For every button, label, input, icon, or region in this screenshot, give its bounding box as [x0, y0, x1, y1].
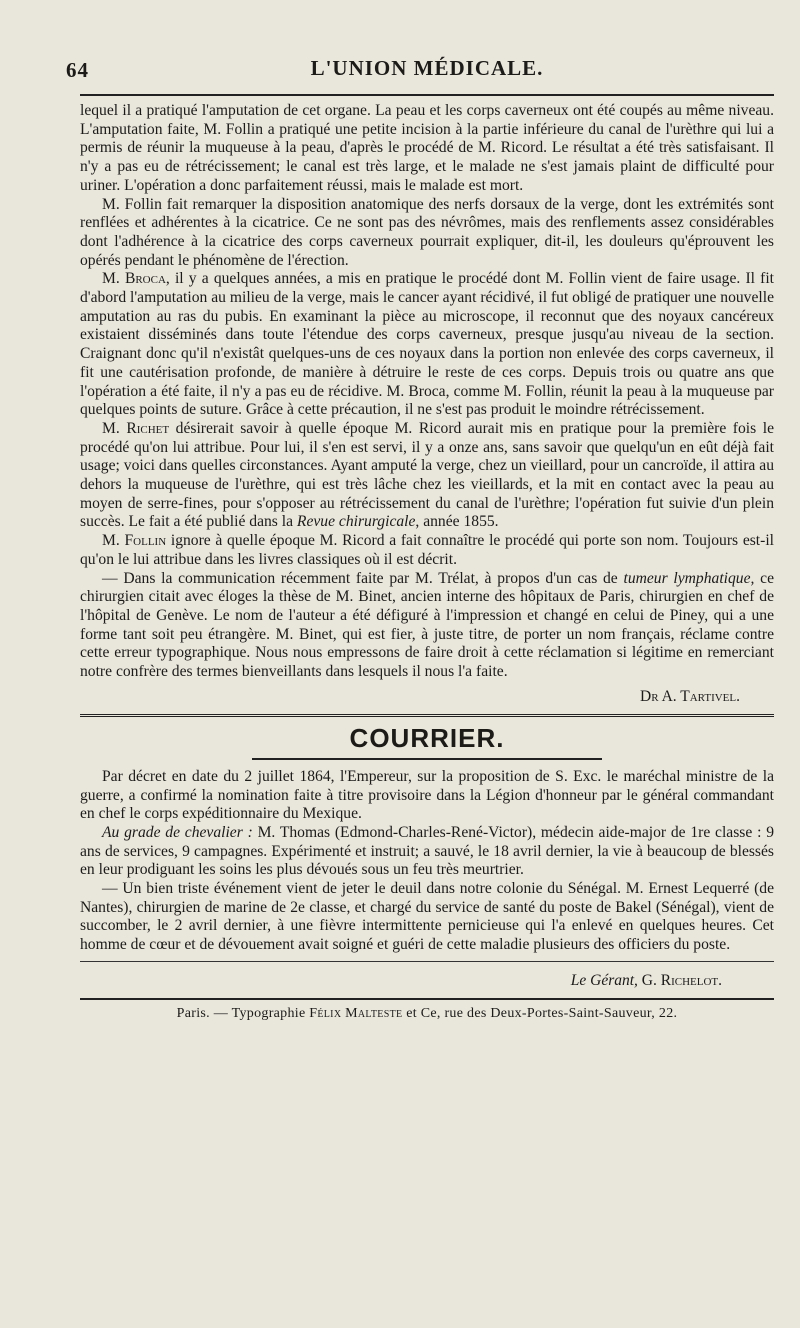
section-divider — [80, 714, 774, 717]
speaker-broca: Broca — [124, 270, 166, 288]
follin-text: ignore à quelle époque M. Ricord a fait connaître le procédé qui porte son nom. Toujours est-il qu'on le lui attribue dans les livres classiques où il est décrit. — [80, 532, 775, 568]
paragraph-chevalier — [80, 824, 774, 880]
gerant-name: G. Richelot. — [637, 971, 722, 989]
speaker-richet: Richet — [126, 419, 170, 437]
richet-prefix: M. — [102, 419, 127, 437]
journal-citation: Revue chirurgicale — [296, 513, 416, 531]
paragraph-broca — [80, 270, 774, 420]
paragraph-follin-amputation: lequel il a pratiqué l'amputation de cet organe. La peau et les corps caverneux ont été coupés au même niveau. L'amputation faite, M. Follin a pratiqué une petite incision à la partie inférieure du canal de l'urèthre qui lui a permis de réunir la muqueuse à la peau, d'après le procédé de M. Ricord. Le résultat a été très satisfaisant. Il n'y a pas eu de rétrécissement; le canal est très large, et le malade ne s'est jamais plaint de difficulté pour uriner. L'opération a donc parfaitement réussi, mais le malade est mort. — [80, 102, 774, 194]
follin-prefix: M. — [102, 532, 125, 550]
broca-text: , il y a quelques années, a mis en pratique le procédé dont M. Follin vient de faire usage. Il fit d'abord l'amputation au milieu de la verge, mais le cancer ayant récidivé, il fut obligé de pratiquer une nouvelle amputation au ras du pubis. En examinant la pièce au microscope, il reconnut que des noyaux cancéreux existaient disséminés dans toute l'étendue des corps caverneux, presque jusqu'au niveau de la section. Craignant donc qu'il n'existât quelques-uns de ces noyaux dans la portion non enlevée des corps caverneux, il fit une cautérisation profonde, de manière à détruire le reste de ces corps. Depuis trois ou quatre ans que l'opération a été faite, il n'y a pas eu de récidive. M. Broca, comme M. Follin, réunit la peau à la muqueuse par quelques points de suture. Grâce à cette précaution, il ne s'est pas produit le moindre rétrécissement. — [80, 270, 774, 419]
section-title-rule — [252, 758, 602, 760]
paragraph-richet — [80, 420, 774, 532]
running-head — [66, 52, 774, 86]
grade-label: Au grade de chevalier : — [102, 823, 253, 841]
richet-text-b: , année 1855. — [415, 513, 499, 531]
section-title-courrier: COURRIER. — [349, 722, 505, 753]
trelat-text-b: ce chirurgien citait avec éloges la thèse de M. Binet, ancien interne des hôpitaux de Paris, chirurgien en chef de l'hôpital de Genève. Le nom de l'auteur a été défiguré à l'impression et changé en celui de Piney, qui a une forme tant soit peu étrangère. M. Binet, qui est fier, à juste titre, de porter un nom français, réclame contre cette erreur typographique. Nous nous empressons de faire droit à cette réclamation si légitime en remerciant notre confrère des termes bienveillants dans lesquels il nous l'a faite. — [80, 569, 774, 681]
header-rule — [80, 94, 774, 96]
footer-rule — [80, 961, 774, 962]
imprint-text-a: Paris. — Typographie — [176, 1005, 310, 1021]
gerant-label: Le Gérant, — [570, 971, 638, 989]
imprint-text-b: et Ce, rue des Deux-Portes-Saint-Sauveur, 22. — [402, 1005, 678, 1021]
speaker-follin: Follin — [124, 532, 167, 550]
gerant-line — [80, 972, 774, 990]
page-number: 64 — [66, 58, 89, 82]
imprint-line — [80, 1006, 774, 1022]
tumor-term: tumeur lymphatique, — [623, 569, 755, 587]
imprint-rule — [80, 998, 774, 1000]
broca-prefix: M. — [102, 270, 125, 288]
author-signature: Dr A. Tartivel. — [640, 687, 740, 705]
richet-text-a: désirerait savoir à quelle époque M. Ricord aurait mis en pratique pour la première fois le procédé qu'on lui attribue. Pour lui, il s'en est servi, il y a onze ans, sans savoir que quelqu'un en eût déjà fait usage; voici dans quelles circonstances. Ayant amputé la verge, chez un vieillard, pour un cancroïde, il attira au dehors la muqueuse de l'urèthre, qui est très lâche chez les vieillards, et la mit en contact avec la peau au moyen de serre-fines, pour s'opposer au rétrécissement du canal de l'urèthre; l'opération fut suivie d'un plein succès. Le fait a été publié dans la — [80, 419, 774, 531]
paragraph-senegal: — Un bien triste événement vient de jeter le deuil dans notre colonie du Sénégal. M. Ernest Lequerré (de Nantes), chirurgien de marine de 2e classe, et chargé du service de santé du poste de Bakel (Sénégal), vient de succomber, le 2 avril dernier, à une fièvre intermittente pernicieuse qui l'a enlevé en quelques heures. Cet homme de cœur et de dévouement avait soigné et guéri de cette maladie plusieurs des officiers du poste. — [80, 880, 774, 954]
chevalier-text: M. Thomas (Edmond-Charles-René-Victor), médecin aide-major de 1re classe : 9 ans de services, 9 campagnes. Expérimenté et instruit; a sauvé, le 18 avril dernier, la vie à beaucoup de blessés en leur prodiguant les soins les plus dévoués sous un feu très meurtrier. — [80, 823, 774, 879]
paragraph-follin-reply — [80, 532, 774, 569]
journal-title: L'UNION MÉDICALE. — [310, 56, 544, 80]
paragraph-decree: Par décret en date du 2 juillet 1864, l'Empereur, sur la proposition de S. Exc. le maréchal ministre de la guerre, a confirmé la nomination faite à titre provisoire dans la Légion d'honneur par le général commandant en chef le corps expéditionnaire du Mexique. — [80, 767, 774, 823]
paragraph-follin-nerves: M. Follin fait remarquer la disposition anatomique des nerfs dorsaux de la verge, dont les extrémités sont renflées et adhérentes à la cicatrice. Ce ne sont pas des névrômes, mais des renflements assez considérables dont l'adhérence à la cicatrice des corps caverneux pourrait expliquer, dit-il, les douleurs qu'éprouvent les opérés pendant le phénomène de l'érection. — [80, 195, 774, 269]
printer-name: Félix Malteste — [309, 1005, 403, 1021]
paragraph-trelat — [80, 570, 774, 682]
trelat-text-a: — Dans la communication récemment faite par M. Trélat, à propos d'un cas de — [102, 569, 624, 587]
